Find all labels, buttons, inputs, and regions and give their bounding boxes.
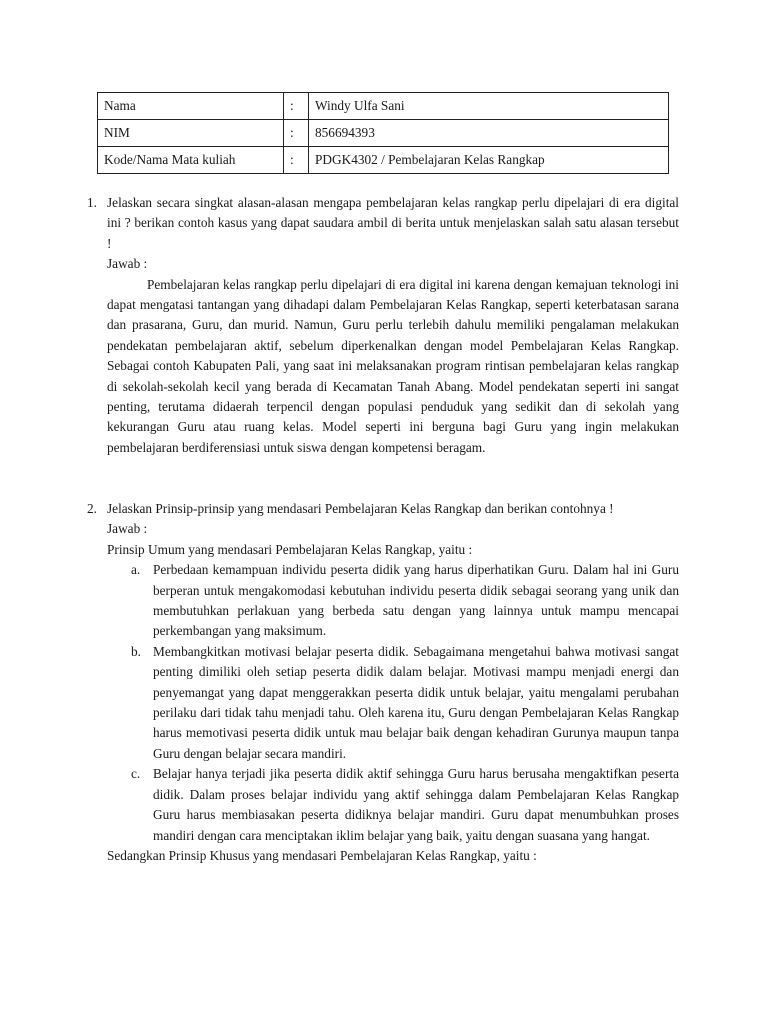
question-2 [87,499,679,519]
list-item [87,560,679,642]
identity-separator: : [284,147,309,174]
list-item [87,764,679,846]
question-1-section [87,193,679,458]
question-text: Jelaskan Prinsip-prinsip yang mendasari Pembelajaran Kelas Rangkap dan berikan contohnya ! [107,501,614,516]
list-item-text: Belajar hanya terjadi jika peserta didik aktif sehingga Guru harus berusaha mengaktifkan peserta didik. Dalam proses belajar individu yang aktif sehingga dalam Pembelajaran Kelas Rangkap Guru harus membiasakan peserta didiknya belajar mandiri. Guru dapat menumbuhkan proses mandiri dengan cara menciptakan iklim belajar yang baik, yaitu dengan suasana yang hangat. [153,766,679,843]
answer-label: Jawab : [107,521,148,537]
principles-intro: Prinsip Umum yang mendasari Pembelajaran Kelas Rangkap, yaitu : [107,541,473,557]
list-item-letter: c. [131,766,141,782]
list-item-letter: b. [131,643,141,659]
question-number: 1. [87,195,97,210]
list-item [87,642,679,764]
list-item-letter: a. [131,562,141,578]
principles-outro: Sedangkan Prinsip Khusus yang mendasari Pembelajaran Kelas Rangkap, yaitu : [107,847,537,863]
identity-row-name [98,93,669,120]
identity-value: PDGK4302 / Pembelajaran Kelas Rangkap [309,147,669,174]
question-number: 2. [87,501,97,516]
identity-label: NIM [98,120,284,147]
identity-separator: : [284,120,309,147]
identity-value: 856694393 [309,120,669,147]
identity-row-course [98,147,669,174]
answer-label: Jawab : [107,256,148,272]
identity-value: Windy Ulfa Sani [309,93,669,120]
identity-table [97,92,669,174]
list-item-text: Membangkitkan motivasi belajar peserta didik. Sebagaimana mengetahui bahwa motivasi sangat penting dimiliki oleh setiap peserta didik dalam belajar. Motivasi mampu menjadi energi dan penyemangat yang dapat menggerakkan peserta didik untuk belajar, yaitu mengalami perubahan perilaku dari tidak tahu menjadi tahu. Oleh karena itu, Guru dengan Pembelajaran Kelas Rangkap harus memotivasi peserta didik untuk mau belajar baik dengan kehadiran Gurunya maupun tanpa Guru dengan belajar secara mandiri. [153,643,679,761]
identity-label: Kode/Nama Mata kuliah [98,147,284,174]
question-1 [87,193,679,254]
question-2-section [87,499,679,866]
identity-row-nim [98,120,669,147]
list-item-text: Perbedaan kemampuan individu peserta didik yang harus diperhatikan Guru. Dalam hal ini Guru berperan untuk mengakomodasi kebutuhan individu peserta didik sebagai seorang yang unik dan membutuhkan perlakuan yang berbeda satu dengan yang lainnya untuk mampu mencapai perkembangan yang maksimum. [153,562,679,639]
identity-label: Nama [98,93,284,120]
question-text: Jelaskan secara singkat alasan-alasan mengapa pembelajaran kelas rangkap perlu dipelajari di era digital ini ? berikan contoh kasus yang dapat saudara ambil di berita untuk menjelaskan salah satu alasan tersebut ! [107,195,679,251]
identity-separator: : [284,93,309,120]
answer-paragraph: Pembelajaran kelas rangkap perlu dipelajari di era digital ini karena dengan kemajuan teknologi ini dapat mengatasi tantangan yang dihadapi dalam Pembelajaran Kelas Rangkap, seperti keterbatasan sarana dan prasarana, Guru, dan murid. Namun, Guru perlu terlebih dahulu memiliki pengalaman melakukan pendekatan pembelajaran aktif, sebelum diperkenalkan dengan model Pembelajaran Kelas Rangkap. Sebagai contoh Kabupaten Pali, yang saat ini melaksanakan program rintisan pembelajaran kelas rangkap di sekolah-sekolah kecil yang berada di Kecamatan Tanah Abang. Model pendekatan seperti ini sangat penting, terutama didaerah terpencil dengan populasi penduduk yang sedikit dan di sekolah yang kekurangan Guru atau ruang kelas. Model seperti ini berguna bagi Guru yang ingin melakukan pembelajaran berdiferensiasi untuk siswa dengan kompetensi beragam. [107,276,679,455]
